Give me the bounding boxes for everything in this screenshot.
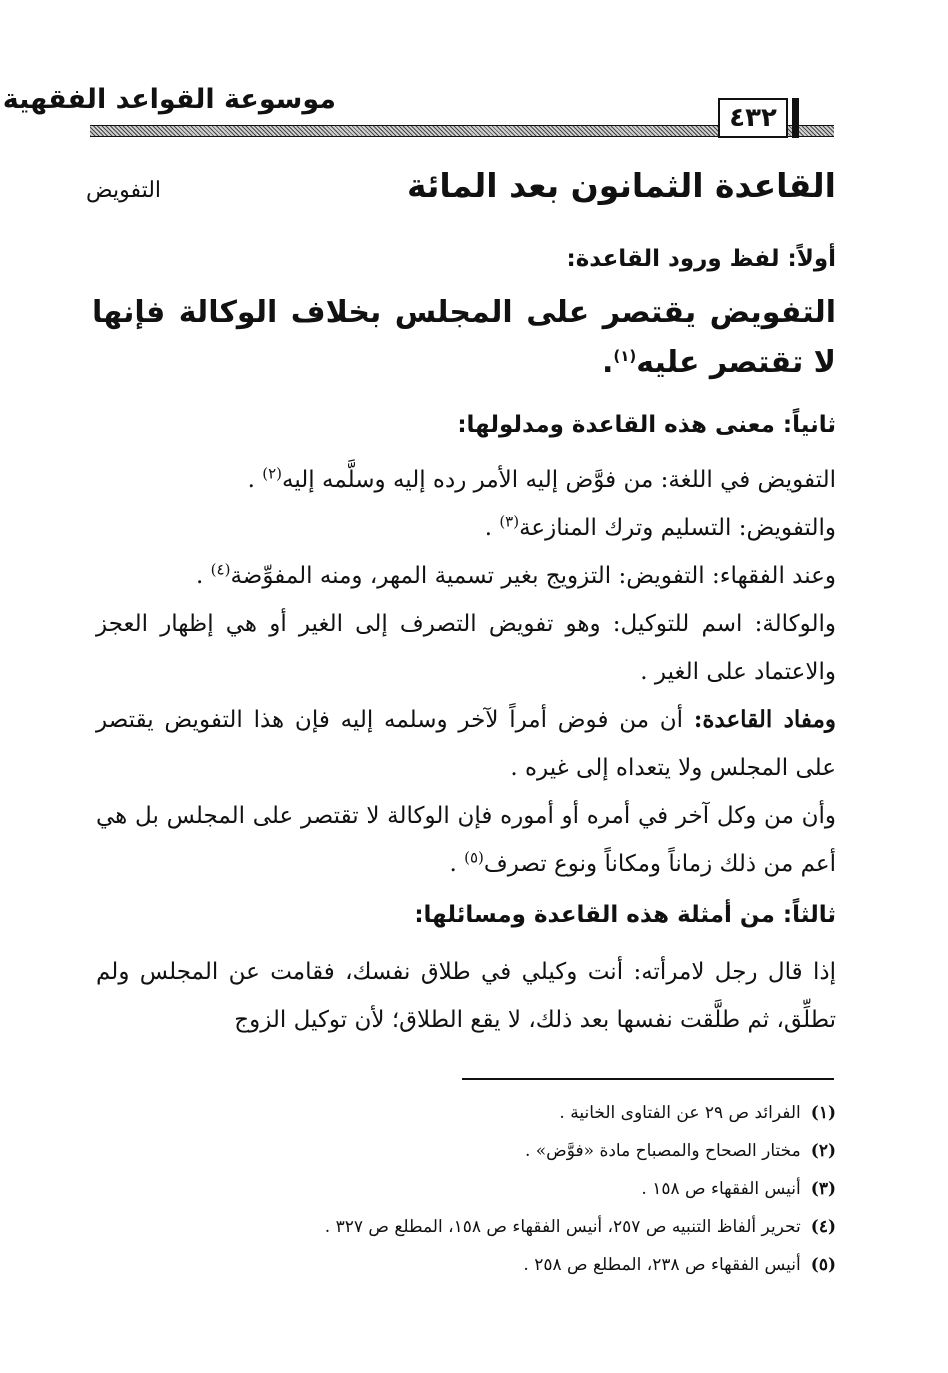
footnote-text: تحرير ألفاظ التنبيه ص ٢٥٧، أنيس الفقهاء ص ١٥٨، المطلع ص ٣٢٧ . bbox=[324, 1217, 801, 1237]
rule-title: القاعدة الثمانون بعد المائة bbox=[406, 166, 836, 205]
footnote-ref: (٤) bbox=[210, 560, 231, 579]
footnote bbox=[92, 1170, 836, 1208]
footnote-ref: (١) bbox=[613, 347, 637, 365]
meaning-body bbox=[96, 456, 836, 888]
section-heading-examples: ثالثاً: من أمثلة هذه القاعدة ومسائلها: bbox=[414, 902, 836, 928]
footnote-number: (٤) bbox=[810, 1217, 836, 1237]
paragraph bbox=[96, 792, 836, 888]
section-heading-wording: أولاً: لفظ ورود القاعدة: bbox=[566, 246, 836, 272]
paragraph-label: ومفاد القاعدة: bbox=[693, 706, 836, 733]
page-number: ٤٣٢ bbox=[718, 98, 788, 138]
paragraph-text: أن من فوض أمراً لآخر وسلمه إليه فإن هذا التفويض يقتصر على المجلس ولا يتعداه إلى غيره . bbox=[96, 707, 836, 781]
paragraph: والوكالة: اسم للتوكيل: وهو تفويض التصرف إلى الغير أو هي إظهار العجز والاعتماد على الغير . bbox=[96, 611, 836, 685]
rule-statement-end: . bbox=[601, 345, 614, 380]
header-bar-mark bbox=[792, 98, 799, 138]
footnote-number: (٥) bbox=[810, 1255, 836, 1275]
paragraph bbox=[96, 696, 836, 792]
paragraph bbox=[96, 504, 836, 552]
paragraph bbox=[96, 552, 836, 600]
footnote-number: (٣) bbox=[810, 1179, 836, 1199]
paragraph-text: وعند الفقهاء: التفويض: التزويج بغير تسمية المهر، ومنه المفوِّضة bbox=[230, 563, 836, 589]
rule-keyword: التفويض bbox=[86, 178, 162, 203]
paragraph-end: . bbox=[196, 563, 211, 589]
footnote bbox=[92, 1094, 836, 1132]
footnote bbox=[92, 1208, 836, 1246]
footnote-ref: (٢) bbox=[262, 464, 283, 483]
section-heading-meaning: ثانياً: معنى هذه القاعدة ومدلولها: bbox=[457, 412, 836, 438]
paragraph-end: . bbox=[449, 851, 465, 877]
footnote-number: (١) bbox=[810, 1103, 836, 1123]
footnote-separator bbox=[462, 1078, 834, 1080]
paragraph bbox=[96, 456, 836, 504]
footnote bbox=[92, 1246, 836, 1284]
paragraph: إذا قال رجل لامرأته: أنت وكيلي في طلاق نفسك، فقامت عن المجلس ولم تطلِّق، ثم طلَّقت نفسها بعد ذلك، لا يقع الطلاق؛ لأن توكيل الزوج bbox=[96, 959, 836, 1033]
paragraph-end: . bbox=[247, 467, 263, 493]
footnote bbox=[92, 1132, 836, 1170]
footnote-text: أنيس الفقهاء ص ٢٣٨، المطلع ص ٢٥٨ . bbox=[523, 1255, 801, 1275]
paragraph-text: وأن من وكل آخر في أمره أو أموره فإن الوكالة لا تقتصر على المجلس بل هي أعم من ذلك زماناً ومكاناً ونوع تصرف bbox=[96, 803, 836, 877]
footnote-ref: (٣) bbox=[499, 512, 520, 531]
book-title: موسوعة القواعد الفقهية bbox=[2, 84, 336, 115]
footnote-text: أنيس الفقهاء ص ١٥٨ . bbox=[641, 1179, 801, 1199]
rule-statement bbox=[92, 288, 836, 388]
paragraph-end: . bbox=[484, 515, 500, 541]
paragraph-text: التفويض في اللغة: من فوَّض إليه الأمر رده إليه وسلَّمه إليه bbox=[282, 467, 836, 493]
footnote-text: مختار الصحاح والمصباح مادة «فوَّض» . bbox=[524, 1141, 801, 1161]
footnote-ref: (٥) bbox=[464, 848, 484, 867]
rule-statement-text: التفويض يقتصر على المجلس بخلاف الوكالة فإنها لا تقتصر عليه bbox=[92, 295, 836, 380]
examples-body bbox=[96, 948, 836, 1044]
paragraph-text: والتفويض: التسليم وترك المنازعة bbox=[519, 515, 836, 541]
footnote-text: الفرائد ص ٢٩ عن الفتاوى الخانية . bbox=[559, 1103, 801, 1123]
footnote-number: (٢) bbox=[810, 1141, 836, 1161]
footnotes bbox=[92, 1094, 836, 1284]
